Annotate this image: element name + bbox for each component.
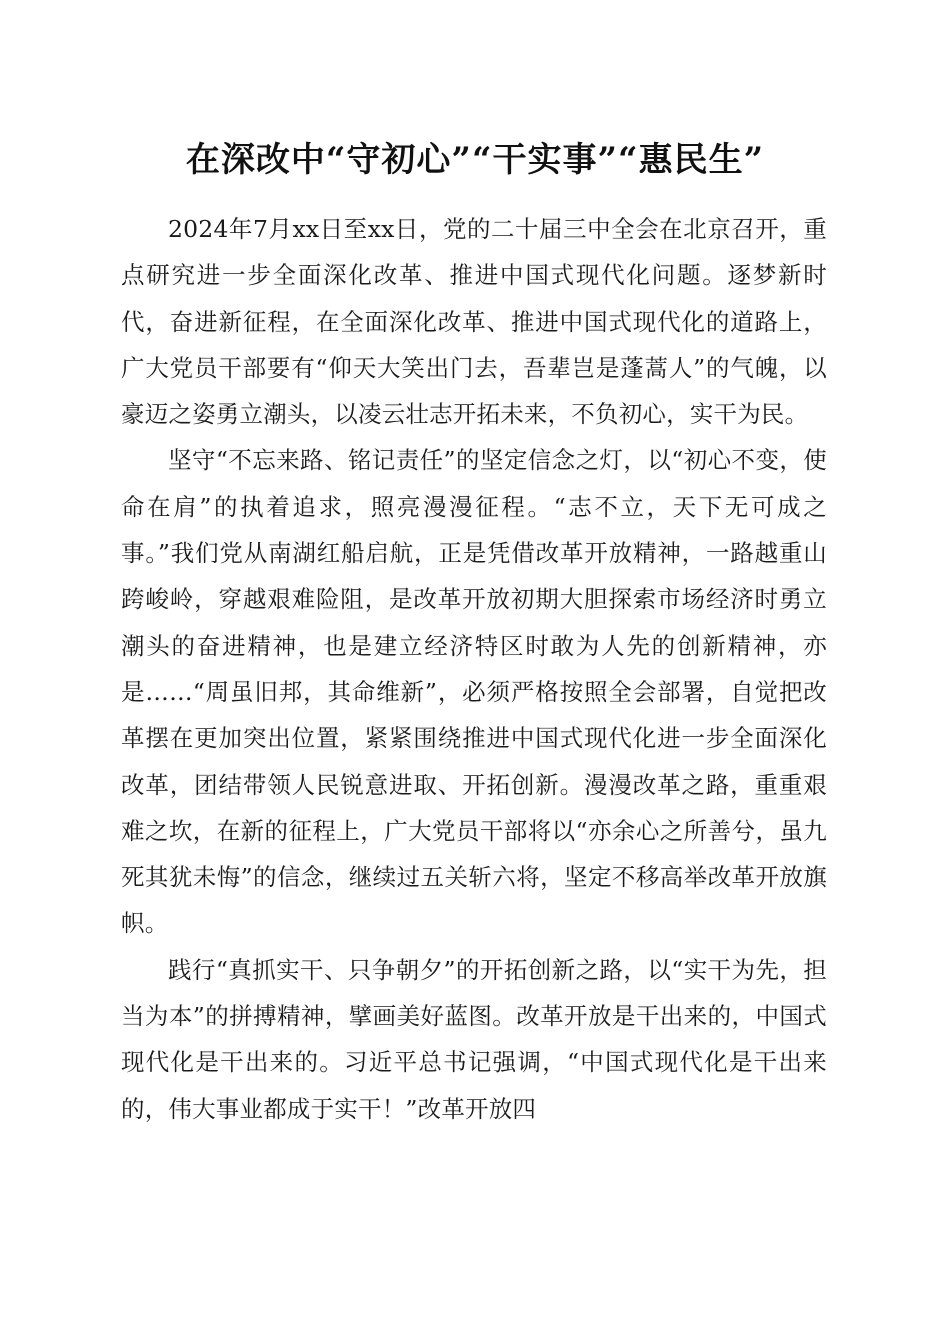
document-body — [121, 206, 827, 1132]
paragraph-3: 践行“真抓实干、只争朝夕”的开拓创新之路，以“实干为先，担当为本”的拼搏精神，擘画美好蓝图。改革开放是干出来的，中国式现代化是干出来的。习近平总书记强调，“中国式现代化是干出来的，伟大事业都成于实干！”改革开放四 — [121, 955, 827, 1123]
paragraph-2: 坚守“不忘来路、铭记责任”的坚定信念之灯，以“初心不变，使命在肩”的执着追求，照亮漫漫征程。“志不立，天下无可成之事。”我们党从南湖红船启航，正是凭借改革开放精神，一路越重山跨峻岭，穿越艰难险阻，是改革开放初期大胆探索市场经济时勇立潮头的奋进精神，也是建立经济特区时敢为人先的创新精神，亦是……“周虽旧邦，其命维新”，必须严格按照全会部署，自觉把改革摆在更加突出位置，紧紧围绕推进中国式现代化进一步全面深化改革，团结带领人民锐意进取、开拓创新。漫漫改革之路，重重艰难之坎，在新的征程上，广大党员干部将以“亦余心之所善兮，虽九死其犹未悔”的信念，继续过五关斩六将，坚定不移高举改革开放旗帜。 — [121, 446, 827, 938]
paragraph-1: 2024年7月xx日至xx日，党的二十届三中全会在北京召开，重点研究进一步全面深化改革、推进中国式现代化问题。逐梦新时代，奋进新征程，在全面深化改革、推进中国式现代化的道路上，广大党员干部要有“仰天大笑出门去，吾辈岂是蓬蒿人”的气魄，以豪迈之姿勇立潮头，以凌云壮志开拓未来，不负初心，实干为民。 — [121, 215, 827, 429]
document-title: 在深改中“守初心”“干实事”“惠民生” — [185, 140, 765, 180]
